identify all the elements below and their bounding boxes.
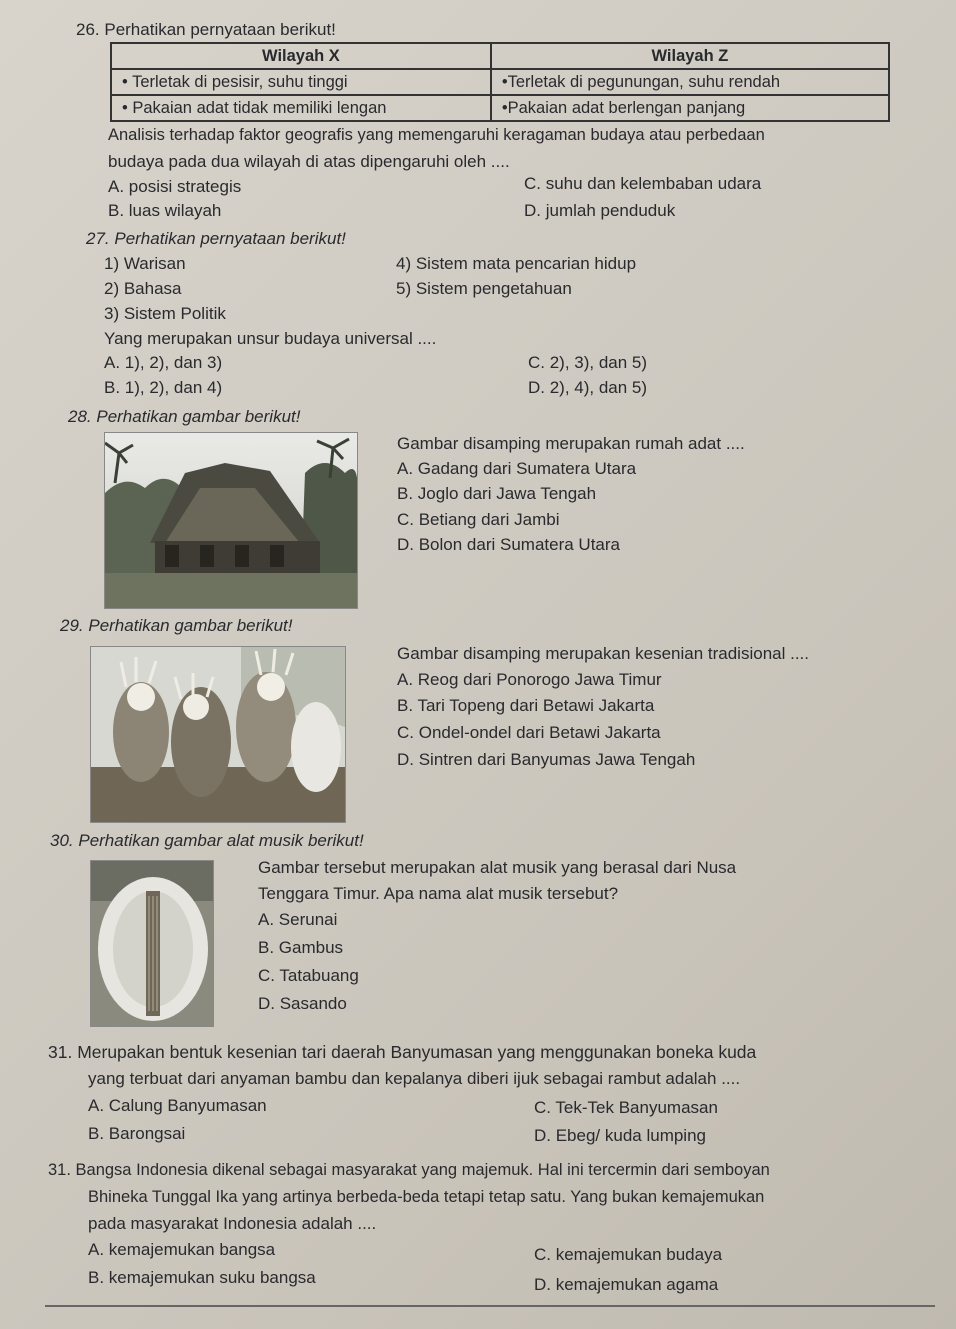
q31b-stem-line3: pada masyarakat Indonesia adalah .... [88, 1214, 377, 1233]
q28-title: 28. Perhatikan gambar berikut! [68, 407, 301, 426]
q27-statement-2: 2) Bahasa [104, 279, 182, 298]
q31a-stem-line2: yang terbuat dari anyaman bambu dan kepalanya diberi ijuk sebagai rambut adalah .... [88, 1069, 741, 1088]
q31a-stem-line1: 31. Merupakan bentuk kesenian tari daerah Banyumasan yang menggunakan boneka kuda [48, 1042, 757, 1062]
table-row [111, 95, 889, 121]
q31b-option-a: A. kemajemukan bangsa [88, 1240, 276, 1259]
q27-option-b: B. 1), 2), dan 4) [104, 378, 223, 397]
table-row [111, 69, 889, 95]
table-cell: •Pakaian adat berlengan panjang [491, 95, 889, 121]
q31b-option-d: D. kemajemukan agama [534, 1275, 719, 1294]
q31b-stem-line1: 31. Bangsa Indonesia dikenal sebagai masyarakat yang majemuk. Hal ini tercermin dari semboyan [48, 1161, 770, 1179]
house-image [105, 433, 357, 608]
dance-photo [90, 646, 346, 823]
q26-stem-line1: Analisis terhadap faktor geografis yang memengaruhi keragaman budaya atau perbedaan [108, 126, 765, 144]
q28-option-b: B. Joglo dari Jawa Tengah [397, 484, 597, 503]
q29-option-b: B. Tari Topeng dari Betawi Jakarta [397, 696, 655, 715]
table-header-x: Wilayah X [111, 43, 491, 69]
q26-option-d: D. jumlah penduduk [524, 201, 676, 220]
q29-option-a: A. Reog dari Ponorogo Jawa Timur [397, 670, 662, 689]
q28-option-a: A. Gadang dari Sumatera Utara [397, 459, 637, 478]
table-cell: • Pakaian adat tidak memiliki lengan [111, 95, 491, 121]
q31a-option-b: B. Barongsai [88, 1124, 186, 1143]
q30-option-b: B. Gambus [258, 938, 344, 957]
q30-stem-line1: Gambar tersebut merupakan alat musik yang berasal dari Nusa [258, 858, 737, 877]
q31b-option-b: B. kemajemukan suku bangsa [88, 1268, 316, 1287]
q27-statement-5: 5) Sistem pengetahuan [396, 279, 572, 298]
q27-stem: Yang merupakan unsur budaya universal .... [104, 329, 437, 348]
region-table [110, 42, 890, 122]
q27-option-d: D. 2), 4), dan 5) [528, 378, 648, 397]
q31a-option-a: A. Calung Banyumasan [88, 1096, 267, 1115]
q27-option-c: C. 2), 3), dan 5) [528, 353, 648, 372]
q29-stem: Gambar disamping merupakan kesenian tradisional .... [397, 644, 809, 663]
q27-option-a: A. 1), 2), dan 3) [104, 353, 223, 372]
q28-option-c: C. Betiang dari Jambi [397, 510, 560, 529]
q29-title: 29. Perhatikan gambar berikut! [60, 616, 293, 635]
q26-stem-line2: budaya pada dua wilayah di atas dipengaruhi oleh .... [108, 152, 510, 171]
q30-option-d: D. Sasando [258, 994, 347, 1013]
q26-option-c: C. suhu dan kelembaban udara [524, 174, 762, 193]
table-cell: • Terletak di pesisir, suhu tinggi [111, 69, 491, 95]
q31b-option-c: C. kemajemukan budaya [534, 1245, 723, 1264]
instrument-photo [90, 860, 214, 1027]
q31b-stem-line2: Bhineka Tunggal Ika yang artinya berbeda-beda tetapi tetap satu. Yang bukan kemajemukan [88, 1188, 765, 1206]
q29-option-d: D. Sintren dari Banyumas Jawa Tengah [397, 750, 696, 769]
dance-image [91, 647, 345, 822]
q27-title: 27. Perhatikan pernyataan berikut! [86, 229, 346, 248]
traditional-house-photo [104, 432, 358, 609]
q29-option-c: C. Ondel-ondel dari Betawi Jakarta [397, 723, 661, 742]
q27-statement-4: 4) Sistem mata pencarian hidup [396, 254, 637, 273]
q26-option-a: A. posisi strategis [108, 177, 242, 196]
q27-statement-3: 3) Sistem Politik [104, 304, 226, 323]
page-divider [45, 1305, 935, 1307]
q30-option-a: A. Serunai [258, 910, 338, 929]
q30-stem-line2: Tenggara Timur. Apa nama alat musik tersebut? [258, 884, 619, 903]
q26-option-b: B. luas wilayah [108, 201, 222, 220]
q30-option-c: C. Tatabuang [258, 966, 359, 985]
q27-statement-1: 1) Warisan [104, 254, 186, 273]
q26-title: 26. Perhatikan pernyataan berikut! [76, 20, 336, 39]
instrument-image [91, 861, 213, 1026]
q31a-option-c: C. Tek-Tek Banyumasan [534, 1098, 718, 1117]
table-header-z: Wilayah Z [491, 43, 889, 69]
q31a-option-d: D. Ebeg/ kuda lumping [534, 1126, 706, 1145]
q28-option-d: D. Bolon dari Sumatera Utara [397, 535, 620, 554]
q30-title: 30. Perhatikan gambar alat musik berikut! [50, 831, 364, 850]
q28-stem: Gambar disamping merupakan rumah adat .... [397, 434, 745, 453]
table-cell: •Terletak di pegunungan, suhu rendah [491, 69, 889, 95]
